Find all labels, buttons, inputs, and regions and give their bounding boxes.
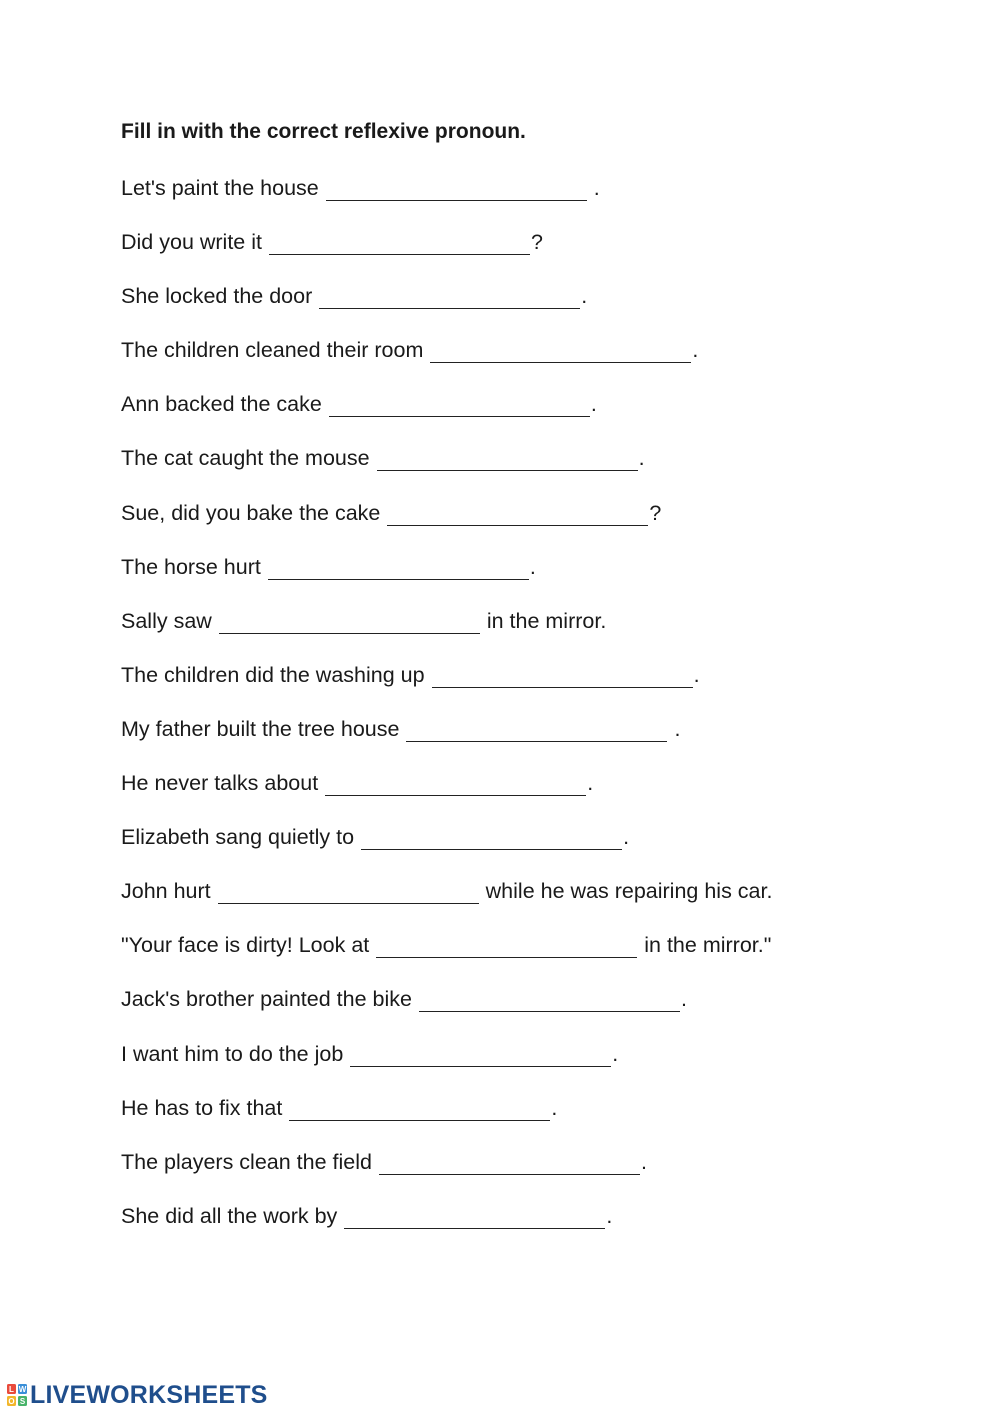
question-item: [121, 986, 772, 1040]
answer-blank[interactable]: [326, 179, 587, 201]
question-text: Ann backed the cake: [121, 392, 322, 417]
question-ending: .: [581, 284, 588, 309]
svg-text:S: S: [19, 1397, 26, 1406]
question-item: [121, 662, 772, 716]
question-ending: .: [587, 176, 600, 200]
question-item: [121, 229, 772, 283]
question-text: The cat caught the mouse: [121, 446, 370, 471]
question-text: I want him to do the job: [121, 1041, 344, 1066]
question-item: [121, 770, 772, 824]
question-ending: in the mirror.": [644, 933, 772, 958]
question-text: Jack's brother painted the bike: [121, 987, 412, 1012]
question-ending: .: [668, 716, 681, 741]
question-item: [121, 391, 772, 445]
question-item: [121, 554, 772, 608]
answer-blank[interactable]: [432, 666, 693, 688]
question-list: [121, 175, 772, 1257]
question-text: He has to fix that: [121, 1095, 283, 1120]
worksheet-title: Fill in with the correct reflexive pronoun.: [121, 120, 526, 143]
question-ending: .: [680, 987, 687, 1012]
question-ending: .: [692, 338, 699, 363]
question-ending: ?: [531, 230, 543, 255]
liveworksheets-logo-icon: [6, 1383, 28, 1407]
question-ending: .: [640, 1149, 647, 1174]
question-item: [121, 878, 772, 932]
question-item: [121, 1149, 772, 1203]
answer-blank[interactable]: [218, 882, 479, 904]
question-item: [121, 500, 772, 554]
question-text: The horse hurt: [121, 554, 261, 579]
question-item: [121, 445, 772, 499]
question-ending: .: [590, 392, 597, 417]
question-text: Elizabeth sang quietly to: [121, 825, 355, 850]
question-item: [121, 932, 772, 986]
question-ending: while he was repairing his car.: [485, 879, 773, 904]
question-text: He never talks about: [121, 771, 319, 796]
question-item: [121, 337, 772, 391]
answer-blank[interactable]: [350, 1045, 611, 1067]
svg-text:O: O: [8, 1397, 15, 1406]
question-item: [121, 608, 772, 662]
liveworksheets-brand[interactable]: [6, 1381, 268, 1409]
question-ending: .: [638, 446, 645, 471]
question-text: Sally saw: [121, 608, 212, 633]
answer-blank[interactable]: [269, 233, 530, 255]
answer-blank[interactable]: [325, 774, 586, 796]
answer-blank[interactable]: [376, 936, 637, 958]
question-text: The players clean the field: [121, 1149, 372, 1174]
question-ending: .: [587, 771, 594, 796]
answer-blank[interactable]: [268, 558, 529, 580]
answer-blank[interactable]: [430, 341, 691, 363]
question-ending: .: [551, 1095, 558, 1120]
answer-blank[interactable]: [219, 612, 480, 634]
question-item: [121, 283, 772, 337]
answer-blank[interactable]: [329, 395, 590, 417]
answer-blank[interactable]: [319, 287, 580, 309]
question-ending: .: [623, 825, 630, 850]
answer-blank[interactable]: [361, 828, 622, 850]
brand-name: LIVEWORKSHEETS: [30, 1380, 268, 1409]
question-text: Let's paint the house: [121, 176, 319, 200]
question-ending: .: [693, 662, 700, 687]
question-ending: .: [606, 1203, 613, 1228]
answer-blank[interactable]: [406, 720, 667, 742]
question-text: John hurt: [121, 879, 211, 904]
question-item: [121, 824, 772, 878]
question-item: [121, 1041, 772, 1095]
question-item: [121, 716, 772, 770]
answer-blank[interactable]: [379, 1153, 640, 1175]
question-ending: .: [612, 1041, 619, 1066]
question-item: [121, 1203, 772, 1257]
svg-text:W: W: [18, 1385, 27, 1394]
answer-blank[interactable]: [377, 449, 638, 471]
question-text: The children did the washing up: [121, 662, 425, 687]
question-text: The children cleaned their room: [121, 338, 424, 363]
question-text: She did all the work by: [121, 1203, 338, 1228]
question-ending: in the mirror.: [486, 608, 607, 633]
question-text: Sue, did you bake the cake: [121, 500, 381, 525]
question-item: [121, 1095, 772, 1149]
question-text: She locked the door: [121, 284, 313, 309]
question-text: Did you write it: [121, 230, 262, 255]
question-ending: ?: [649, 500, 662, 525]
question-ending: .: [529, 554, 536, 579]
answer-blank[interactable]: [419, 990, 680, 1012]
answer-blank[interactable]: [344, 1207, 605, 1229]
answer-blank[interactable]: [289, 1099, 550, 1121]
question-item: [121, 175, 772, 229]
svg-text:L: L: [9, 1385, 14, 1394]
question-text: My father built the tree house: [121, 716, 400, 741]
answer-blank[interactable]: [387, 504, 648, 526]
question-text: "Your face is dirty! Look at: [121, 933, 370, 958]
